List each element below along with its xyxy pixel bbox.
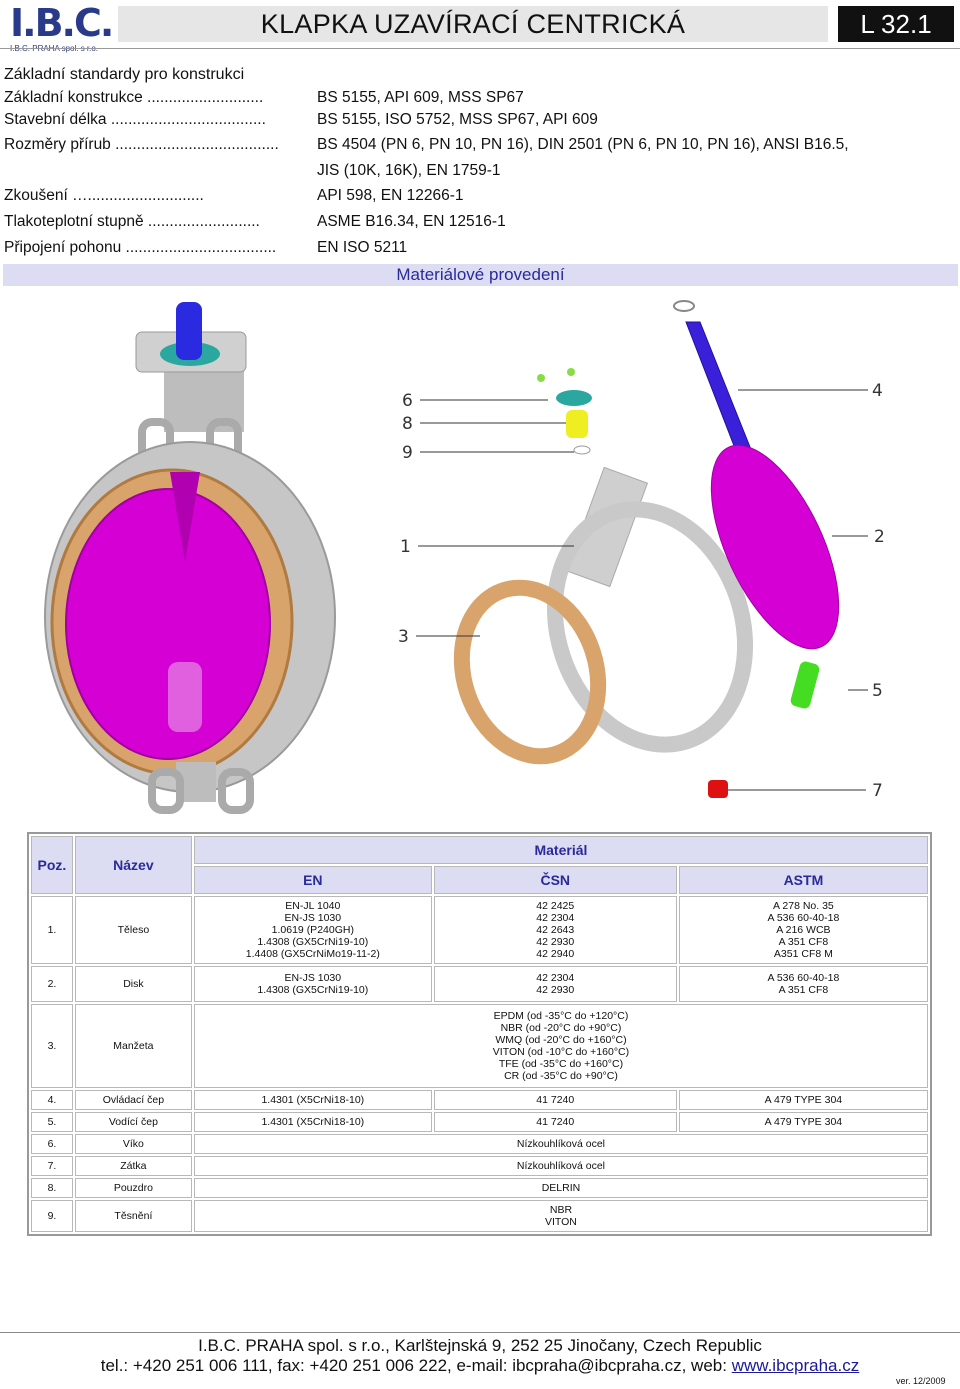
- callout-7: 7: [872, 781, 883, 801]
- part-8-gasket: [556, 390, 592, 406]
- table-row: [31, 1004, 928, 1088]
- cell-nazev: Manžeta: [75, 1004, 192, 1088]
- cell-nazev: Těleso: [75, 896, 192, 964]
- footer-divider: [0, 1332, 960, 1333]
- cell-poz: 8.: [31, 1178, 73, 1198]
- standards-label: Základní konstrukce ...........................: [4, 89, 264, 106]
- table-row: [31, 1156, 928, 1176]
- cell-poz: 9.: [31, 1200, 73, 1232]
- part-5-pin: [789, 660, 820, 710]
- col-csn: ČSN: [434, 866, 677, 894]
- page-title: KLAPKA UZAVÍRACÍ CENTRICKÁ: [260, 9, 686, 39]
- cell-poz: 7.: [31, 1156, 73, 1176]
- col-nazev: Název: [75, 836, 192, 894]
- standards-value: BS 4504 (PN 6, PN 10, PN 16), DIN 2501 (PN 6, PN 10, PN 16), ANSI B16.5,: [317, 136, 849, 153]
- web-link[interactable]: www.ibcpraha.cz: [731, 1356, 860, 1375]
- cell-poz: 5.: [31, 1112, 73, 1132]
- valve-exploded-drawing: [0, 292, 960, 822]
- cell-nazev: Vodící čep: [75, 1112, 192, 1132]
- standards-value: BS 5155, ISO 5752, MSS SP67, API 609: [317, 111, 598, 128]
- cell-poz: 6.: [31, 1134, 73, 1154]
- table-row: [31, 1090, 928, 1110]
- cell-csn: 42 2304 42 2930: [434, 966, 677, 1002]
- materials-table: [27, 832, 932, 1236]
- part-9-seal: [574, 446, 590, 454]
- header-divider: [0, 48, 960, 49]
- cell-nazev: Víko: [75, 1134, 192, 1154]
- table-row: [31, 896, 928, 964]
- cell-nazev: Těsnění: [75, 1200, 192, 1232]
- part-3-liner: [441, 570, 620, 774]
- table-row: [31, 1200, 928, 1232]
- callout-4: 4: [872, 381, 883, 401]
- standards-label: Rozměry přírub ......................................: [4, 136, 279, 153]
- cell-span: Nízkouhlíková ocel: [194, 1134, 928, 1154]
- cell-poz: 4.: [31, 1090, 73, 1110]
- callout-3: 3: [398, 627, 409, 647]
- standards-row: [4, 161, 954, 181]
- cell-poz: 3.: [31, 1004, 73, 1088]
- callout-8: 8: [402, 414, 413, 434]
- standards-row: [4, 135, 954, 155]
- standards-value: JIS (10K, 16K), EN 1759-1: [317, 162, 501, 179]
- standards-row: [4, 110, 954, 130]
- cell-csn: 41 7240: [434, 1112, 677, 1132]
- cell-poz: 1.: [31, 896, 73, 964]
- materials-heading: Materiálové provedení: [396, 265, 565, 284]
- assembled-valve: [45, 302, 335, 810]
- col-material: Materiál: [194, 836, 928, 864]
- standards-value: EN ISO 5211: [317, 239, 408, 256]
- table-row: [31, 1112, 928, 1132]
- cell-en: EN-JS 1030 1.4308 (GX5CrNi19-10): [194, 966, 432, 1002]
- cell-csn: 41 7240: [434, 1090, 677, 1110]
- footer-address: I.B.C. PRAHA spol. s r.o., Karlštejnská 9, 252 25 Jinočany, Czech Republic: [198, 1336, 762, 1355]
- col-poz: Poz.: [31, 836, 73, 894]
- callout-9: 9: [402, 443, 413, 463]
- table-row: [31, 966, 928, 1002]
- standards-row: [4, 212, 954, 232]
- exploded-parts: [441, 301, 865, 798]
- cell-astm: A 278 No. 35 A 536 60-40-18 A 216 WCB A 351 CF8 A351 CF8 M: [679, 896, 928, 964]
- materials-table-body: [31, 896, 928, 1232]
- standards-heading: Základní standardy pro konstrukci: [4, 66, 245, 83]
- part-8-bushing: [566, 410, 588, 438]
- col-en: EN: [194, 866, 432, 894]
- callout-6: 6: [402, 391, 413, 411]
- logo-text: I.B.C.: [10, 1, 113, 45]
- cell-span: DELRIN: [194, 1178, 928, 1198]
- cell-nazev: Disk: [75, 966, 192, 1002]
- part-7-plug: [708, 780, 728, 798]
- cell-span: NBR VITON: [194, 1200, 928, 1232]
- callout-5: 5: [872, 681, 883, 701]
- cell-poz: 2.: [31, 966, 73, 1002]
- cell-astm: A 479 TYPE 304: [679, 1112, 928, 1132]
- part-ring: [674, 301, 694, 311]
- valve-stem: [176, 302, 202, 360]
- part-6-cover: [537, 368, 575, 382]
- version-label: ver. 12/2009: [896, 1376, 946, 1386]
- standards-value: BS 5155, API 609, MSS SP67: [317, 89, 524, 106]
- cell-nazev: Pouzdro: [75, 1178, 192, 1198]
- cell-span: EPDM (od -35°C do +120°C) NBR (od -20°C do +90°C) WMQ (od -20°C do +160°C) VITON (od -10°C do +160°C) TFE (od -35°C do +160°C) CR (od -35°C do +90°C): [194, 1004, 928, 1088]
- cell-en: 1.4301 (X5CrNi18-10): [194, 1112, 432, 1132]
- cell-csn: 42 2425 42 2304 42 2643 42 2930 42 2940: [434, 896, 677, 964]
- standards-value: ASME B16.34, EN 12516-1: [317, 213, 506, 230]
- cell-en: EN-JL 1040 EN-JS 1030 1.0619 (P240GH) 1.4308 (GX5CrNi19-10) 1.4408 (GX5CrNiMo19-11-2): [194, 896, 432, 964]
- document-code: L 32.1: [838, 6, 954, 42]
- standards-label: Tlakoteplotní stupně ..........................: [4, 213, 260, 230]
- table-row: [31, 1134, 928, 1154]
- contact-text: tel.: +420 251 006 111, fax: +420 251 006 222, e-mail: ibcpraha@ibcpraha.cz, web:: [100, 1356, 732, 1375]
- part-4-stem: [686, 322, 752, 456]
- cell-nazev: Ovládací čep: [75, 1090, 192, 1110]
- cell-astm: A 536 60-40-18 A 351 CF8: [679, 966, 928, 1002]
- table-row: [31, 1178, 928, 1198]
- cell-span: Nízkouhlíková ocel: [194, 1156, 928, 1176]
- col-astm: ASTM: [679, 866, 928, 894]
- cell-astm: A 479 TYPE 304: [679, 1090, 928, 1110]
- company-logo: [10, 1, 113, 50]
- cell-nazev: Zátka: [75, 1156, 192, 1176]
- standards-row: [4, 238, 954, 258]
- footer-contact: [0, 1356, 960, 1376]
- callout-2: 2: [874, 527, 885, 547]
- standards-row: [4, 88, 954, 108]
- standards-value: API 598, EN 12266-1: [317, 187, 464, 204]
- standards-label: Stavební délka ....................................: [4, 111, 266, 128]
- cell-en: 1.4301 (X5CrNi18-10): [194, 1090, 432, 1110]
- standards-label: Zkoušení …...........................: [4, 187, 204, 204]
- standards-row: [4, 186, 954, 206]
- callout-1: 1: [400, 537, 411, 557]
- standards-label: Připojení pohonu ...................................: [4, 239, 277, 256]
- disc-hub-bottom: [168, 662, 202, 732]
